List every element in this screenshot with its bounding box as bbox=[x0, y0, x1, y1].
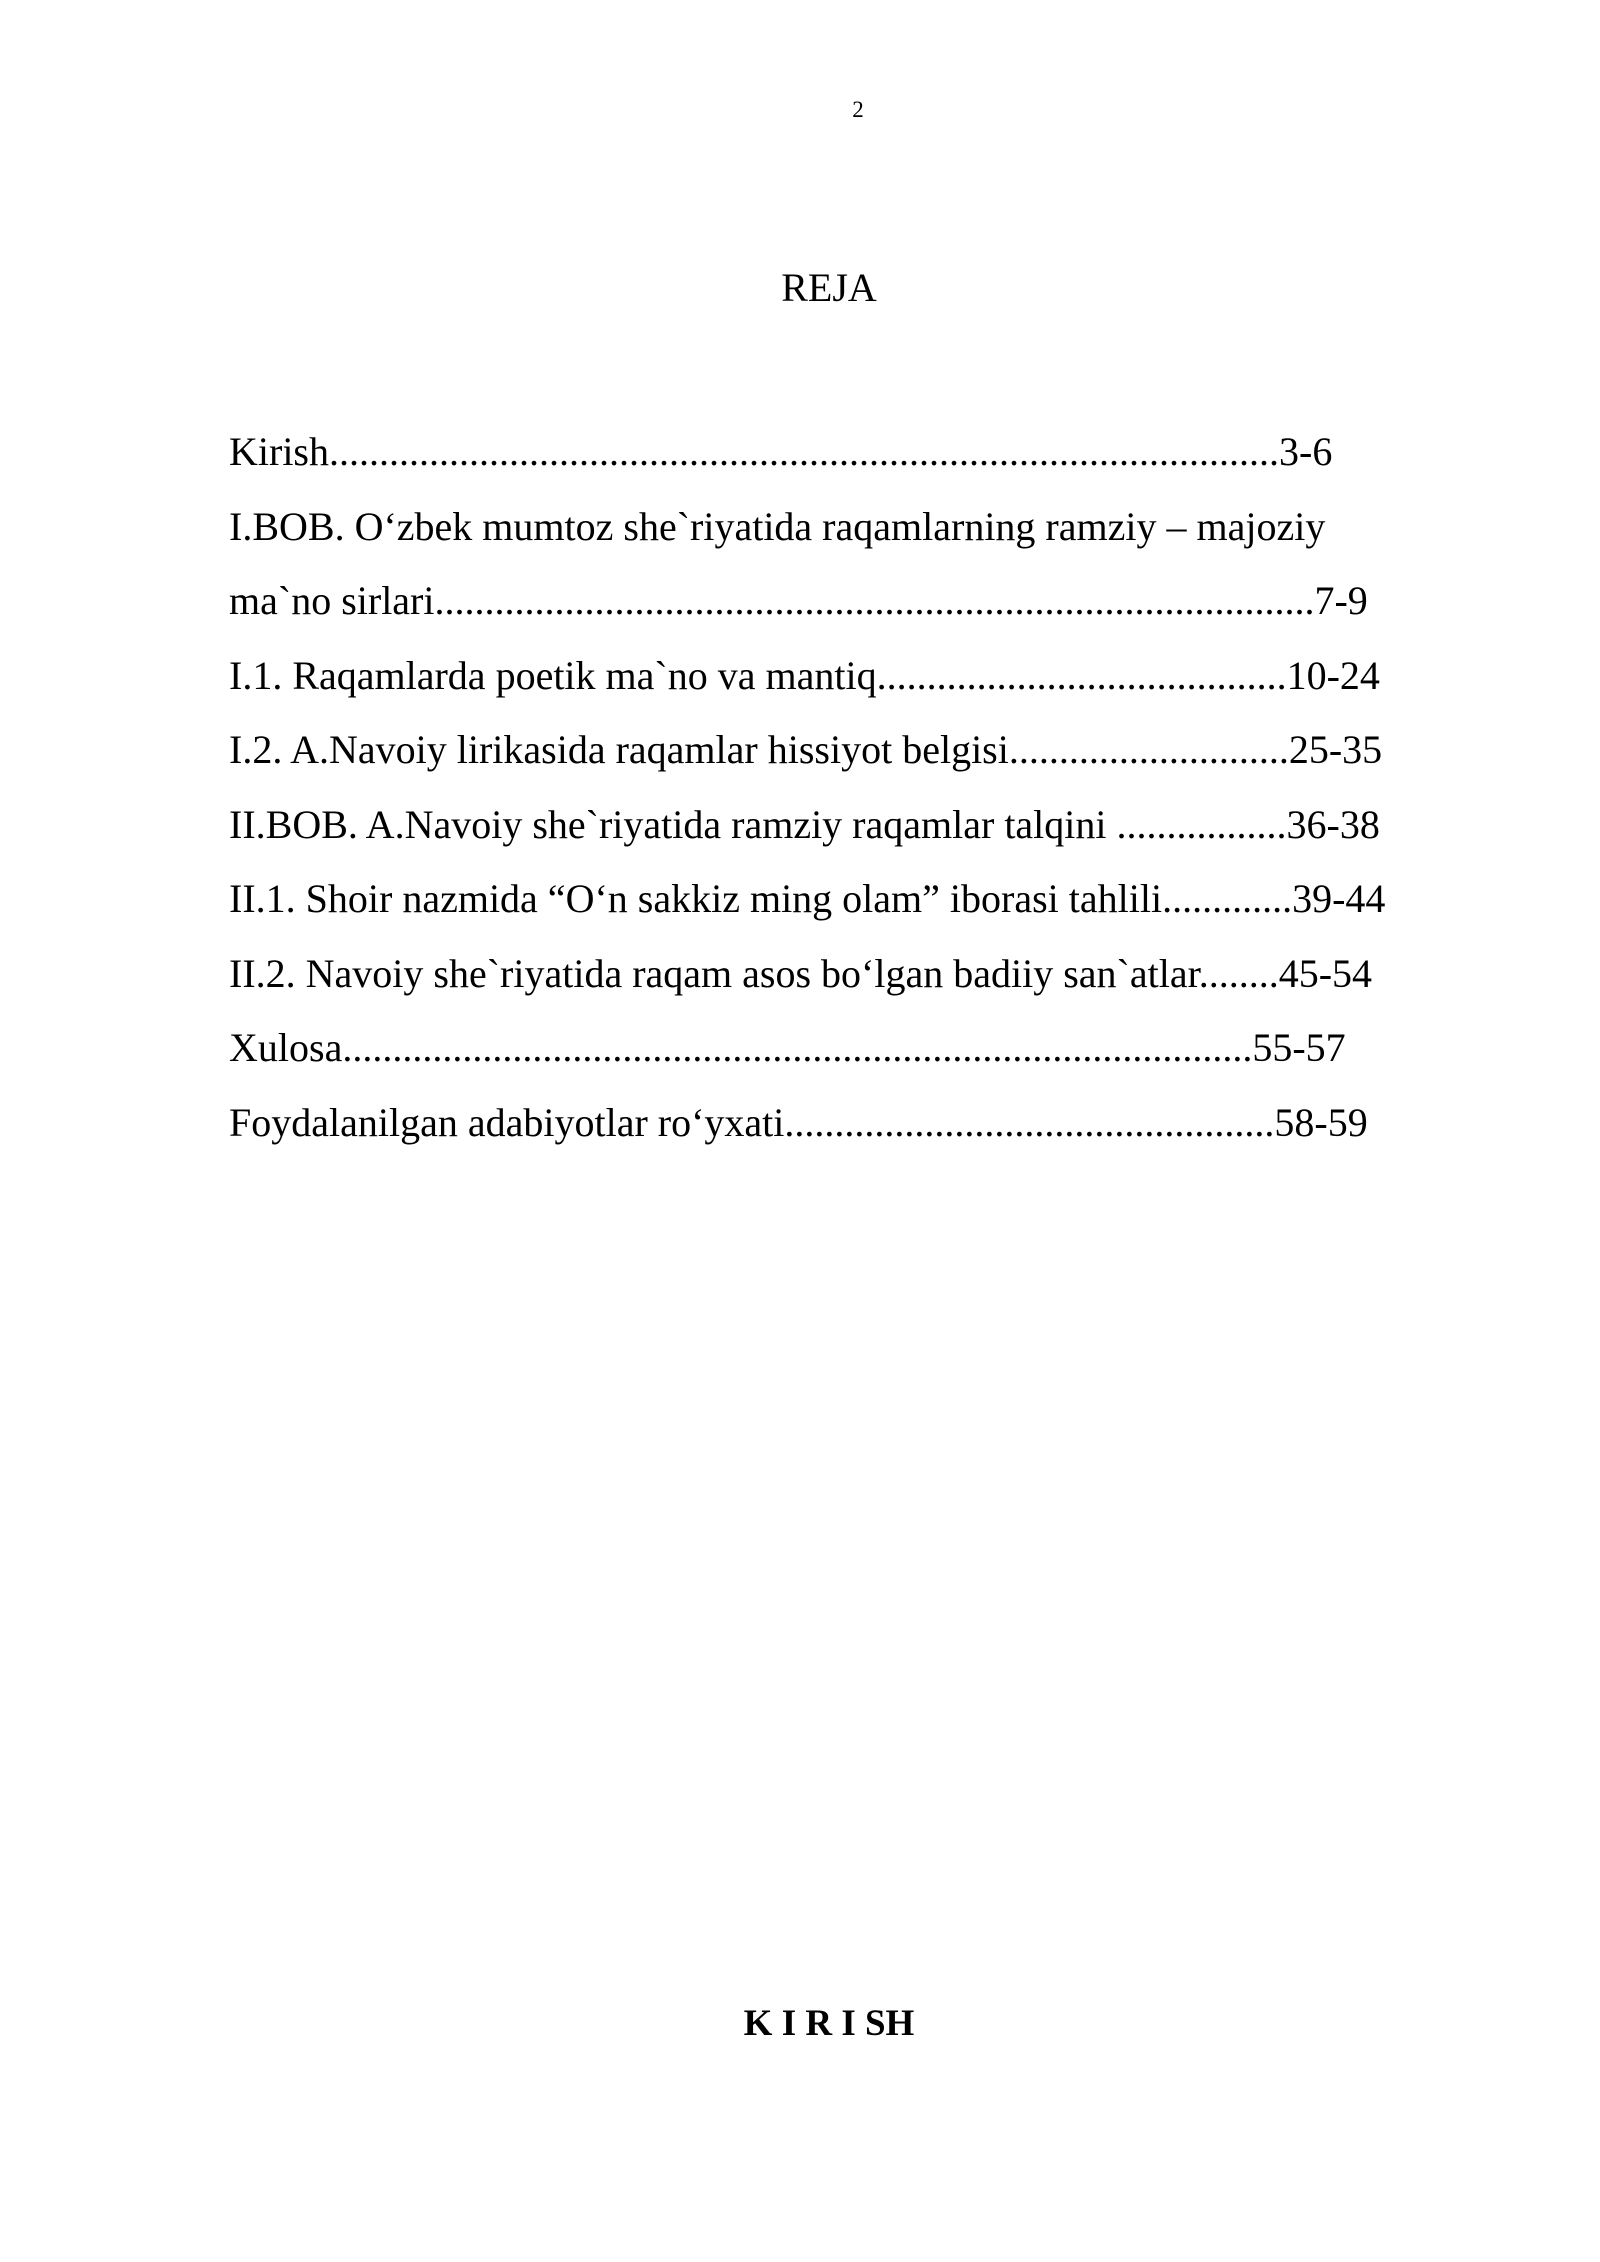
section-heading-kirish: K I R I SH bbox=[743, 2003, 915, 2044]
toc-entry-bibliography: Foydalanilgan adabiyotlar ro‘yxati.................................................58-59 bbox=[229, 1099, 1368, 1145]
toc-entry-section-2-2: II.2. Navoiy she`riyatida raqam asos bo‘lgan badiiy san`atlar........45-54 bbox=[229, 950, 1373, 996]
toc-entry-kirish: Kirish...............................................................................................3-6 bbox=[229, 429, 1333, 474]
toc-entry-chapter-1-line-1: I.BOB. O‘zbek mumtoz she`riyatida raqamlarning ramziy – majoziy bbox=[229, 503, 1326, 549]
toc-entry-section-2-1: II.1. Shoir nazmida “O‘n sakkiz ming olam” iborasi tahlili.............39-44 bbox=[229, 876, 1386, 921]
toc-entry-section-1-1: I.1. Raqamlarda poetik ma`no va mantiq.........................................10-24 bbox=[229, 652, 1380, 698]
toc-entry-chapter-2: II.BOB. A.Navoiy she`riyatida ramziy raqamlar talqini .................36-38 bbox=[229, 801, 1380, 847]
table-of-contents bbox=[229, 415, 1489, 1160]
toc-entry-xulosa: Xulosa...........................................................................................55-57 bbox=[229, 1025, 1346, 1070]
toc-entry-section-1-2: I.2. A.Navoiy lirikasida raqamlar hissiyot belgisi............................25-35 bbox=[229, 727, 1383, 772]
toc-title: REJA bbox=[781, 265, 877, 310]
page-number: 2 bbox=[852, 97, 864, 122]
toc-entry-chapter-1-line-2: ma`no sirlari........................................................................................7-9 bbox=[229, 578, 1368, 623]
